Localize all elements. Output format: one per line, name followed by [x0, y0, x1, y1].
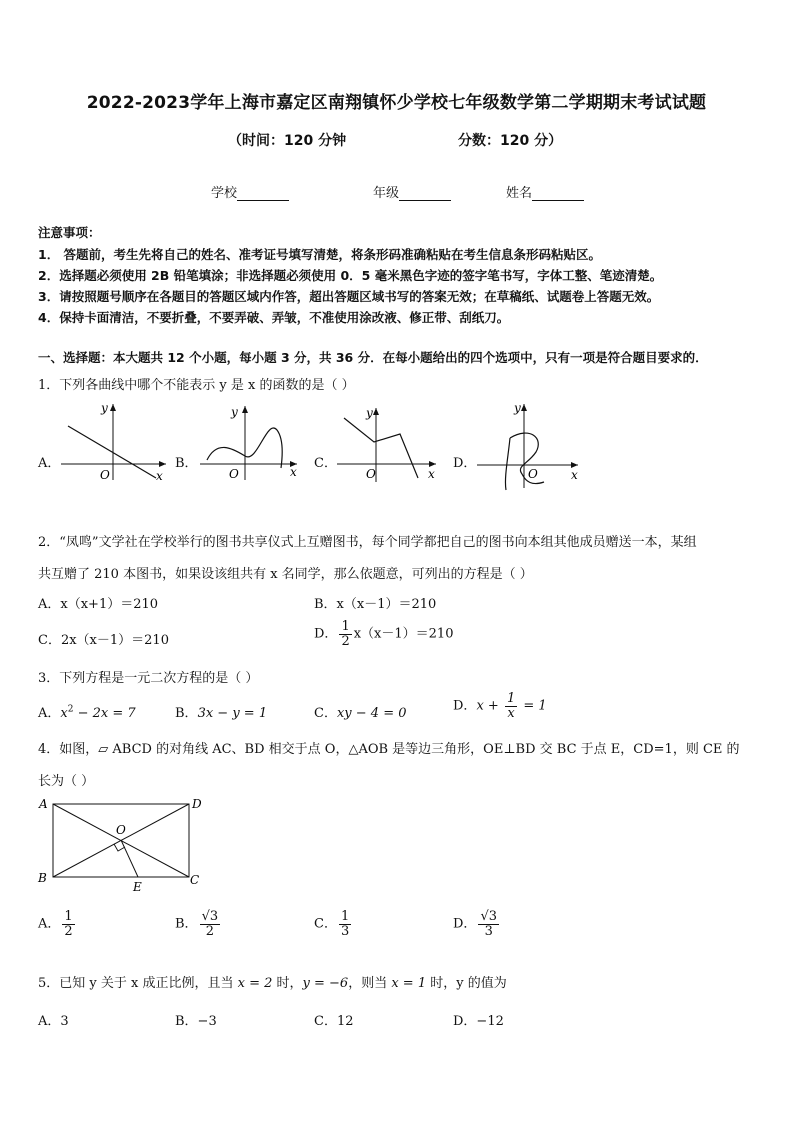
- note-item: 3．请按照题号顺序在各题目的答题区域内作答，超出答题区域书写的答案无效；在草稿纸、试题卷上答题无效。: [38, 289, 660, 304]
- q4-label-b: B: [38, 871, 47, 885]
- q3-c-expr: xy − 4 = 0: [336, 706, 407, 721]
- graph-c-y-label: y: [366, 406, 373, 420]
- grade-blank[interactable]: [399, 186, 451, 201]
- q3-stem: 3．下列方程是一元二次方程的是（ ）: [38, 671, 259, 686]
- graph-a-origin: O: [100, 468, 110, 482]
- q4-option-c-label: C．: [314, 916, 337, 932]
- q5-option-b[interactable]: B．−3: [175, 1014, 217, 1029]
- q1-graph-d: [474, 398, 586, 493]
- q3-option-c-label: C．: [314, 706, 337, 721]
- graph-a-line: [68, 426, 156, 478]
- notes-heading: 注意事项：: [38, 225, 101, 240]
- q2-option-d[interactable]: [314, 620, 453, 648]
- q5-stem-part: 时，y 的值为: [426, 976, 507, 991]
- q4-a-denominator: 2: [64, 923, 73, 939]
- q4-parallelogram-figure: [34, 794, 214, 894]
- q4-c-denominator: 3: [340, 923, 350, 939]
- q5-x-eq-2: x = 2: [237, 976, 273, 991]
- graph-d-origin: O: [528, 467, 538, 481]
- school-label: 学校: [211, 186, 238, 201]
- graph-c-x-label: x: [428, 467, 435, 481]
- note-item: 1． 答题前，考生先将自己的姓名、准考证号填写清楚，将条形码准确粘贴在考生信息条形码粘贴区。: [38, 247, 602, 262]
- note-item: 2．选择题必须使用 2B 铅笔填涂；非选择题必须使用 0．5 毫米黑色字迹的签字笔书写，字体工整、笔迹清楚。: [38, 268, 663, 283]
- q4-option-d[interactable]: [453, 910, 501, 938]
- q1-option-c-label[interactable]: C．: [314, 456, 337, 471]
- q1-stem: 1．下列各曲线中哪个不能表示 y 是 x 的函数的是（ ）: [38, 378, 355, 393]
- graph-d-x-label: x: [571, 468, 578, 482]
- q4-d-numerator: √3: [480, 909, 497, 924]
- graph-a-y-label: y: [101, 401, 108, 415]
- graph-c-origin: O: [366, 467, 376, 481]
- q2-stem-line2: 共互赠了 210 本图书，如果设该组共有 x 名同学，那么依题意，可列出的方程是（ ）: [38, 567, 533, 582]
- q5-option-c[interactable]: C．12: [314, 1014, 354, 1029]
- exam-score: 分数：120 分）: [458, 133, 563, 149]
- q3-d-expr-b: = 1: [519, 698, 547, 714]
- school-blank[interactable]: [237, 186, 289, 201]
- note-item: 4．保持卡面清洁，不要折叠，不要弄破、弄皱，不准使用涂改液、修正带、刮纸刀。: [38, 310, 510, 325]
- q4-stem-line2: 长为（ ）: [38, 774, 95, 789]
- q4-option-b-label: B．: [175, 916, 198, 932]
- q4-stem-line1: 4．如图，▱ ABCD 的对角线 AC、BD 相交于点 O，△AOB 是等边三角形，OE⊥BD 交 BC 于点 E，CD=1，则 CE 的: [38, 742, 740, 757]
- q1-graph-c: [334, 402, 442, 487]
- q5-stem-part: 时，: [272, 976, 303, 991]
- graph-d-curve: [510, 433, 544, 483]
- q3-option-d-label: D．: [453, 698, 477, 714]
- q1-graph-b: [197, 398, 305, 483]
- graph-b-origin: O: [229, 467, 239, 481]
- q3-option-b[interactable]: [175, 702, 267, 721]
- q3-a-rest: − 2x = 7: [73, 706, 136, 721]
- school-field: [211, 182, 289, 201]
- q2-option-b[interactable]: B．x（x－1）＝210: [314, 597, 437, 612]
- q2-stem-line1: 2．“凤鸣”文学社在学校举行的图书共享仪式上互赠图书，每个同学都把自己的图书向本组其他成员赠送一本，某组: [38, 535, 697, 550]
- q5-stem-part: ，则当: [348, 976, 392, 991]
- name-blank[interactable]: [532, 186, 584, 201]
- q4-c-numerator: 1: [340, 909, 350, 924]
- q2-d-rest: x（x－1）＝210: [353, 626, 454, 642]
- q4-label-c: C: [190, 873, 200, 887]
- q3-option-c[interactable]: [314, 702, 407, 721]
- q3-option-d[interactable]: [453, 692, 547, 720]
- q3-b-expr: 3x − y = 1: [197, 706, 268, 721]
- q5-stem-part: 5．已知 y 关于 x 成正比例，且当: [38, 976, 238, 991]
- q1-option-b-label[interactable]: B．: [175, 456, 198, 471]
- exam-time: （时间：120 分钟: [228, 133, 347, 149]
- q1-graph-a: [58, 398, 173, 483]
- q2-option-a[interactable]: A．x（x+1）＝210: [38, 597, 159, 612]
- page-title: 2022-2023学年上海市嘉定区南翔镇怀少学校七年级数学第二学期期末考试试题: [86, 93, 707, 113]
- q3-option-a[interactable]: [38, 702, 136, 721]
- q4-b-numerator: √3: [201, 909, 219, 924]
- graph-b-x-label: x: [290, 465, 297, 479]
- q4-option-b[interactable]: [175, 910, 222, 938]
- q5-y-eq-neg6: y = −6: [302, 976, 349, 991]
- section-heading: 一、选择题：本大题共 12 个小题，每小题 3 分，共 36 分．在每小题给出的四个选项中，只有一项是符合题目要求的．: [38, 350, 708, 365]
- q5-option-a[interactable]: A．3: [38, 1014, 69, 1029]
- name-label: 姓名: [506, 186, 533, 201]
- q5-x-eq-1: x = 1: [391, 976, 427, 991]
- q4-option-d-label: D．: [453, 916, 477, 932]
- q4-label-d: D: [192, 797, 202, 811]
- q4-a-numerator: 1: [64, 909, 73, 924]
- q2-d-denominator: 2: [341, 633, 350, 649]
- q2-option-d-label: D．: [314, 626, 338, 642]
- q2-option-c[interactable]: C．2x（x－1）＝210: [38, 633, 169, 648]
- q4-option-a-label: A．: [38, 916, 61, 932]
- q4-d-denominator: 3: [484, 923, 493, 939]
- graph-a-x-label: x: [156, 469, 163, 483]
- q4-option-a[interactable]: [38, 910, 77, 938]
- q5-stem: [38, 972, 507, 991]
- q2-d-numerator: 1: [341, 619, 350, 634]
- q3-option-a-label: A．: [38, 706, 61, 721]
- q3-a-x: x: [60, 706, 68, 721]
- q4-label-e: E: [133, 880, 142, 894]
- q4-b-denominator: 2: [205, 923, 214, 939]
- q1-option-d-label[interactable]: D．: [453, 456, 477, 471]
- grade-label: 年级: [373, 186, 400, 201]
- q4-label-o: O: [116, 823, 126, 837]
- q3-d-numerator: 1: [506, 691, 516, 706]
- graph-c-polyline: [344, 418, 418, 478]
- name-field: [506, 182, 584, 201]
- q4-label-a: A: [39, 797, 48, 811]
- q3-a-sup: 2: [67, 704, 74, 715]
- q1-option-a-label[interactable]: A．: [38, 456, 61, 471]
- q3-option-b-label: B．: [175, 706, 198, 721]
- q5-option-d[interactable]: D．−12: [453, 1014, 504, 1029]
- graph-d-curve-lower: [505, 438, 510, 490]
- q4-option-c[interactable]: [314, 910, 353, 938]
- q3-d-expr-a: x +: [476, 698, 503, 714]
- q3-d-denominator: x: [507, 705, 515, 721]
- grade-field: [373, 182, 451, 201]
- graph-d-y-label: y: [514, 401, 521, 415]
- graph-b-y-label: y: [231, 405, 238, 419]
